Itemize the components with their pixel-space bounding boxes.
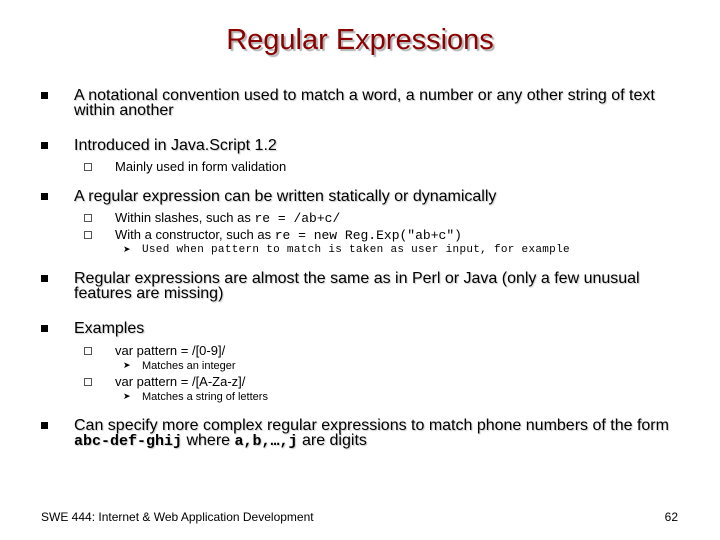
bullet-square-icon: [41, 325, 48, 332]
sub-1-code: re = /ab+c/: [254, 211, 341, 226]
bullet-square-icon: [41, 92, 48, 99]
arrow-bullet-icon: ➤: [123, 244, 131, 254]
sub-2-prefix: With a constructor, such as: [115, 227, 275, 242]
example-2-note: Matches a string of letters: [142, 391, 268, 403]
slide-title: Regular Expressions: [226, 24, 494, 56]
sub-bullet-hollow-icon: [84, 378, 92, 386]
where-text: where: [182, 432, 235, 449]
example-2: var pattern = /[A-Za-z]/: [115, 374, 246, 389]
arrow-bullet-icon: ➤: [123, 360, 131, 370]
bullet-square-icon: [41, 193, 48, 200]
sub-1-prefix: Within slashes, such as: [115, 210, 255, 225]
bullet-2-sub-1: Mainly used in form validation: [115, 159, 287, 174]
bullet-square-icon: [41, 275, 48, 282]
sub-bullet-hollow-icon: [84, 163, 92, 171]
digits-text: are digits: [297, 432, 367, 449]
bullet-6-line-2: [74, 433, 367, 449]
bullet-3-sub-1: [115, 210, 340, 227]
footer-course: SWE 444: Internet & Web Application Development: [41, 510, 314, 524]
bullet-5-text: Examples: [74, 320, 145, 337]
bullet-1-line-1: A notational convention used to match a word, a number or any other string of text: [74, 87, 655, 104]
bullet-4-line-1: Regular expressions are almost the same as in Perl or Java (only a few unusual: [74, 270, 640, 287]
example-1: var pattern = /[0-9]/: [115, 343, 226, 358]
arrow-bullet-icon: ➤: [123, 391, 131, 401]
bullet-square-icon: [41, 142, 48, 149]
sub-bullet-hollow-icon: [84, 347, 92, 355]
example-1-note: Matches an integer: [142, 360, 236, 372]
sub-2-code: re = new Reg.Exp("ab+c"): [274, 228, 462, 243]
bullet-3-subsub-1: Used when pattern to match is taken as user input, for example: [142, 244, 570, 256]
bullet-6-line-1: Can specify more complex regular expressions to match phone numbers of the form: [74, 417, 669, 434]
code-a-to-j: a,b,…,j: [234, 433, 298, 450]
code-abc-def-ghij: abc-def-ghij: [74, 433, 183, 450]
bullet-square-icon: [41, 422, 48, 429]
bullet-1-line-2: within another: [74, 102, 174, 119]
bullet-4-line-2: features are missing): [74, 285, 224, 302]
sub-bullet-hollow-icon: [84, 231, 92, 239]
sub-bullet-hollow-icon: [84, 214, 92, 222]
bullet-3-text: A regular expression can be written statically or dynamically: [74, 188, 497, 205]
page-number: 62: [664, 510, 678, 524]
bullet-2-text: Introduced in Java.Script 1.2: [74, 137, 277, 154]
bullet-3-sub-2: [115, 227, 462, 244]
